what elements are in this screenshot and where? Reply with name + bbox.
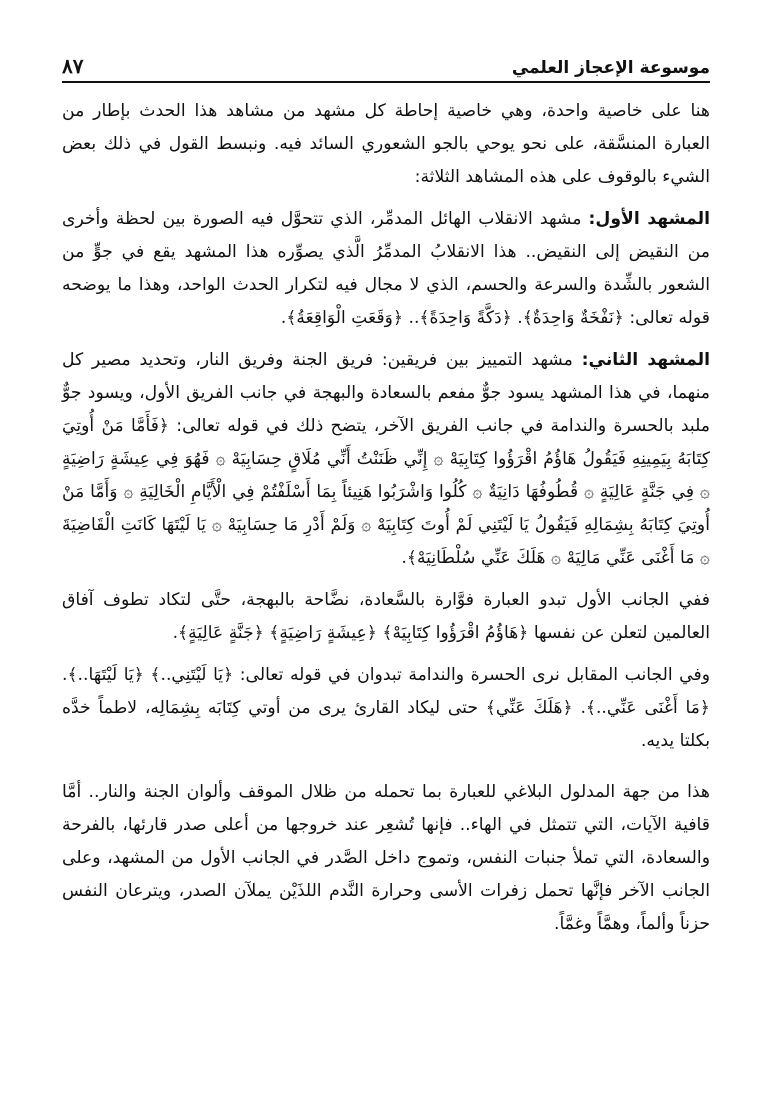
second-scene-verses: ﴿فَأَمَّا مَنْ أُوتِيَ كِتَابَهُ بِيَمِينِهِ فَيَقُولُ هَاؤُمُ اقْرَؤُوا كِتَابِيَهْ ۞ إِنِّي ظَنَنْتُ أَنِّي مُلَاقٍ حِسَابِيَهْ ۞ فَهُوَ فِي عِيشَةٍ رَاضِيَةٍ ۞ فِي جَنَّةٍ عَالِيَةٍ ۞ قُطُوفُهَا دَانِيَةٌ ۞ كُلُوا وَاشْرَبُوا هَنِيئاً بِمَا أَسْلَفْتُمْ فِي الْأَيَّامِ الْخَالِيَةِ ۞ وَأَمَّا مَنْ أُوتِيَ كِتَابَهُ بِشِمَالِهِ فَيَقُولُ يَا لَيْتَنِي لَمْ أُوتَ كِتَابِيَهْ ۞ وَلَمْ أَدْرِ مَا حِسَابِيَهْ ۞ يَا لَيْتَهَا كَانَتِ الْقَاضِيَةَ ۞ مَا أَغْنَى عَنِّي مَالِيَهْ ۞ هَلَكَ عَنِّي سُلْطَانِيَهْ﴾. <box>62 416 710 568</box>
header-title: موسوعة الإعجاز العلمي <box>511 58 710 78</box>
paragraph-intro: هنا على خاصية واحدة، وهي خاصية إحاطة كل مشهد من مشاهد هذا الحدث بإطار من العبارة المنسَّقة، على نحو يوحي بالجو الشعوري السائد فيه. ونبسط القول في ذلك بعض الشيء بالوقوف على هذه المشاهد الثلاثة: <box>62 101 710 187</box>
first-side-text: ففي الجانب الأول تبدو العبارة فوَّارة بالسَّعادة، نضَّاحة بالبهجة، حتَّى لتكاد تطوف آفاق العالمين لتعلن عن نفسها <box>62 590 710 643</box>
first-scene-verses: ﴿نَفْخَةٌ وَاحِدَةٌ﴾. ﴿دَكَّةً وَاحِدَةً﴾.. ﴿وَقَعَتِ الْوَاقِعَةُ﴾. <box>280 308 624 328</box>
paragraph-rhetoric: هذا من جهة المدلول البلاغي للعبارة بما تحمله من ظلال الموقف وألوان الجنة والنار.. أمَّا قافية الآيات، التي تتمثل في الهاء.. فإنها تُشعِر عند خروجها من أعلى صدر قارئها، بالفرحة والسعادة، التي تملأ جنبات النفس، وتموج داخل الصَّدر في الجانب الأول من المشهد، وعلى الجانب الآخر فإنَّها تحمل زفرات الأسى وحرارة النَّدم اللذَيْن يملآن الصدر، ويترعان النفس حزناً وألماً، وهمَّاً وغمَّاً. <box>62 782 710 934</box>
opposite-side-verses: ﴿يَا لَيْتَنِي..﴾ ﴿يَا لَيْتَهَا..﴾. ﴿مَا أَغْنَى عَنِّي..﴾. ﴿هَلَكَ عَنِّي﴾ <box>62 665 710 718</box>
paragraph-first-side <box>62 584 710 650</box>
first-side-verses: ﴿هَاؤُمُ اقْرَؤُوا كِتَابِيَهْ﴾ ﴿عِيشَةٍ رَاضِيَةٍ﴾ ﴿جَنَّةٍ عَالِيَةٍ﴾. <box>172 623 529 643</box>
first-scene-heading: المشهد الأول: <box>588 209 710 229</box>
opposite-side-text-a: وفي الجانب المقابل نرى الحسرة والندامة تبدوان في قوله تعالى: <box>233 665 710 685</box>
paragraph-opposite-side <box>62 659 710 758</box>
second-scene-heading: المشهد الثاني: <box>581 350 710 370</box>
body-text <box>62 95 710 941</box>
first-scene-text: مشهد الانقلاب الهائل المدمِّر، الذي تتحوَّل فيه الصورة بين لحظة وأخرى من النقيض إلى النقيض.. هذا الانقلابُ المدمِّرُ الَّذي يصوِّره هذا المشهد يقع في جوٍّ من الشعور بالشِّدة والسرعة والحسم، الذي لا مجال فيه لتكرار الحدث الواحد، وهذا ما يوضحه قوله تعالى: <box>62 209 710 328</box>
paragraph-second-scene <box>62 344 710 575</box>
book-page <box>62 48 710 950</box>
second-scene-text: مشهد التمييز بين فريقين: فريق الجنة وفريق النار، وتحديد مصير كل منهما، في هذا المشهد يسود جوٌّ مفعم بالسعادة والبهجة في جانب الفريق الأول، ويسود جوٌّ ملبد بالحسرة والندامة في جانب الفريق الآخر، يتضح ذلك في قوله تعالى: <box>62 350 710 436</box>
page-number: ٨٧ <box>62 54 84 78</box>
paragraph-first-scene <box>62 203 710 335</box>
running-header <box>62 48 710 83</box>
opposite-side-text-b: حتى ليكاد القارئ يرى من أوتي كِتَابَه بِشِمَالِه، لاطماً خدَّه بكلتا يديه. <box>62 698 710 751</box>
